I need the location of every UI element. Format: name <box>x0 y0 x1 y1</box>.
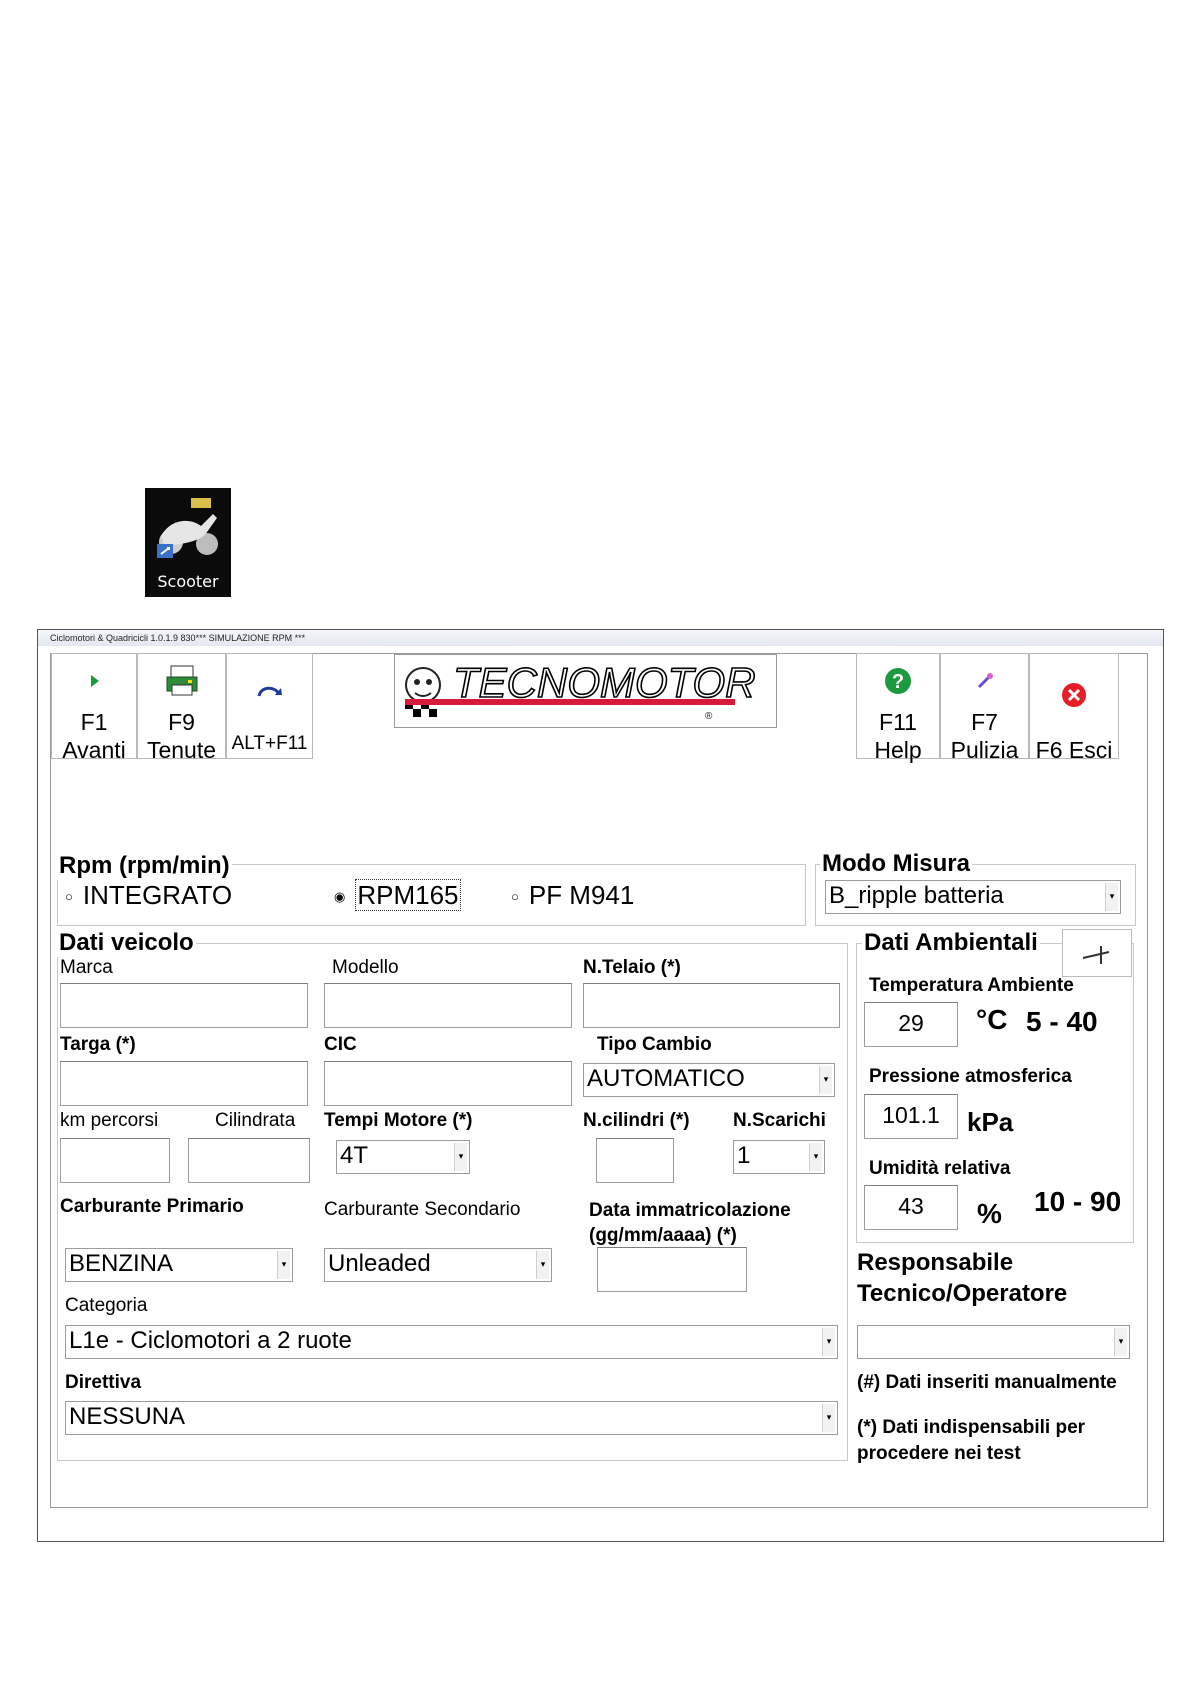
temperatura-label: Temperatura Ambiente <box>869 975 1074 996</box>
cilindrata-input[interactable] <box>188 1138 310 1183</box>
wand-icon <box>975 671 995 691</box>
radio-rpm165-label: RPM165 <box>357 880 459 910</box>
umidita-input[interactable]: 43 <box>864 1185 958 1230</box>
temperatura-range: 5 - 40 <box>1026 1006 1098 1037</box>
umidita-label: Umidità relativa <box>869 1158 1011 1179</box>
thermometer-icon <box>1063 930 1131 976</box>
f9-text-label: Tenute <box>146 737 217 763</box>
window-titlebar[interactable] <box>38 630 1163 646</box>
carb-secondario-value: Unleaded <box>328 1250 431 1277</box>
n-cilindri-label: N.cilindri (*) <box>583 1110 690 1131</box>
ambient-sensor-button[interactable] <box>1062 929 1132 977</box>
telaio-label: N.Telaio (*) <box>583 957 681 978</box>
f1-key-label: F1 <box>80 709 108 735</box>
close-icon <box>1060 681 1088 709</box>
f7-key-label: F7 <box>971 709 998 735</box>
dati-veicolo-title: Dati veicolo <box>59 929 194 956</box>
pressione-label: Pressione atmosferica <box>869 1066 1072 1087</box>
note-required-line1: (*) Dati indispensabili per <box>857 1417 1086 1438</box>
targa-input[interactable] <box>60 1061 308 1106</box>
tipo-cambio-value: AUTOMATICO <box>587 1065 745 1092</box>
f9-tenute-button[interactable] <box>137 653 226 763</box>
desktop-shortcut-label: Scooter <box>157 572 219 591</box>
temperatura-unit: °C <box>976 1004 1008 1035</box>
chevron-down-icon: ▾ <box>277 1251 290 1279</box>
n-scarichi-select[interactable] <box>733 1140 825 1174</box>
chevron-down-icon: ▾ <box>1105 883 1118 911</box>
data-imm-format-label: (gg/mm/aaaa) (*) <box>589 1225 737 1246</box>
direttiva-select[interactable] <box>65 1401 838 1435</box>
window-title: Ciclomotori & Quadricicli 1.0.1.9 830*** SIMULAZIONE RPM *** <box>50 633 306 643</box>
radio-integrato[interactable]: ○ INTEGRATO <box>65 880 233 910</box>
f1-text-label: Avanti <box>62 737 126 763</box>
chevron-down-icon: ▾ <box>454 1143 467 1171</box>
categoria-value: L1e - Ciclomotori a 2 ruote <box>69 1327 352 1354</box>
carb-secondario-label: Carburante Secondario <box>324 1199 521 1220</box>
play-arrow-icon <box>86 673 102 689</box>
f11-text-label: Help <box>874 737 922 763</box>
marca-label: Marca <box>60 957 113 978</box>
tipo-cambio-select[interactable] <box>583 1063 835 1097</box>
redo-arrow-icon <box>255 682 285 702</box>
pressione-input[interactable]: 101.1 <box>864 1094 958 1139</box>
alt-f11-label: ALT+F11 <box>231 733 308 754</box>
modo-misura-select[interactable] <box>825 880 1121 914</box>
carb-primario-label: Carburante Primario <box>60 1196 244 1217</box>
pressione-unit: kPa <box>967 1107 1014 1137</box>
scooter-shortcut-icon <box>151 492 225 566</box>
f11-help-button[interactable] <box>856 653 940 763</box>
carb-primario-value: BENZINA <box>69 1250 174 1277</box>
dati-ambientali-title: Dati Ambientali <box>864 929 1038 956</box>
cilindrata-label: Cilindrata <box>215 1110 296 1131</box>
carb-secondario-select[interactable] <box>324 1248 552 1282</box>
responsabile-title-line1: Responsabile <box>857 1249 1014 1276</box>
temperatura-input[interactable]: 29 <box>864 1002 958 1047</box>
f6-label: F6 Esci <box>1035 737 1113 763</box>
n-scarichi-value: 1 <box>737 1142 751 1169</box>
tecnomotor-logo <box>394 654 777 728</box>
svg-text:?: ? <box>891 671 905 693</box>
km-input[interactable] <box>60 1138 170 1183</box>
chevron-down-icon: ▾ <box>1114 1328 1127 1356</box>
direttiva-label: Direttiva <box>65 1372 142 1393</box>
f6-esci-button[interactable] <box>1029 653 1119 763</box>
f11-key-label: F11 <box>879 709 917 735</box>
f7-pulizia-button[interactable] <box>940 653 1029 763</box>
direttiva-value: NESSUNA <box>69 1403 186 1430</box>
f1-avanti-button[interactable] <box>51 653 137 763</box>
modo-misura-title: Modo Misura <box>822 850 970 877</box>
f7-text-label: Pulizia <box>950 737 1019 763</box>
km-label: km percorsi <box>60 1110 159 1131</box>
chevron-down-icon: ▾ <box>809 1143 822 1171</box>
categoria-select[interactable] <box>65 1325 838 1359</box>
carb-primario-select[interactable] <box>65 1248 293 1282</box>
rpm-group-title: Rpm (rpm/min) <box>59 852 230 879</box>
n-cilindri-input[interactable] <box>596 1138 674 1183</box>
responsabile-select[interactable] <box>857 1325 1130 1359</box>
categoria-label: Categoria <box>65 1295 148 1316</box>
radio-integrato-label: INTEGRATO <box>82 880 233 910</box>
radio-pfm941[interactable]: ○ PF M941 <box>511 880 635 910</box>
radio-pfm941-label: PF M941 <box>528 880 635 910</box>
radio-rpm165[interactable]: ◉ RPM165 <box>334 880 459 910</box>
printer-icon <box>164 663 200 699</box>
telaio-input[interactable] <box>583 983 840 1028</box>
tempi-motore-select[interactable] <box>336 1140 470 1174</box>
umidita-range: 10 - 90 <box>1034 1186 1122 1217</box>
modello-input[interactable] <box>324 983 572 1028</box>
marca-input[interactable] <box>60 983 308 1028</box>
cic-input[interactable] <box>324 1061 572 1106</box>
tempi-motore-label: Tempi Motore (*) <box>324 1110 473 1131</box>
tipo-cambio-label: Tipo Cambio <box>597 1034 712 1055</box>
chevron-down-icon: ▾ <box>536 1251 549 1279</box>
responsabile-title <box>857 1247 1067 1309</box>
umidita-unit: % <box>977 1198 1002 1229</box>
responsabile-title-line2: Tecnico/Operatore <box>857 1280 1068 1307</box>
n-scarichi-label: N.Scarichi <box>733 1110 826 1131</box>
tempi-motore-value: 4T <box>340 1142 369 1169</box>
note-required-line2: procedere nei test <box>857 1443 1021 1464</box>
modello-label: Modello <box>332 957 399 978</box>
chevron-down-icon: ▾ <box>822 1328 835 1356</box>
note-manual: (#) Dati inseriti manualmente <box>857 1372 1117 1393</box>
data-imm-label: Data immatricolazione <box>589 1200 791 1221</box>
cic-label: CIC <box>324 1034 357 1055</box>
help-icon <box>883 666 913 696</box>
data-imm-input[interactable] <box>597 1247 747 1292</box>
f9-key-label: F9 <box>168 709 195 735</box>
svg-text:®: ® <box>705 711 713 722</box>
desktop-shortcut-scooter[interactable] <box>145 488 231 597</box>
chevron-down-icon: ▾ <box>819 1066 832 1094</box>
alt-f11-button[interactable] <box>226 653 313 759</box>
chevron-down-icon: ▾ <box>822 1404 835 1432</box>
logo-text: TECNOMOTOR <box>453 659 756 706</box>
modo-misura-value: B_ripple batteria <box>829 882 1004 909</box>
targa-label: Targa (*) <box>60 1034 136 1055</box>
